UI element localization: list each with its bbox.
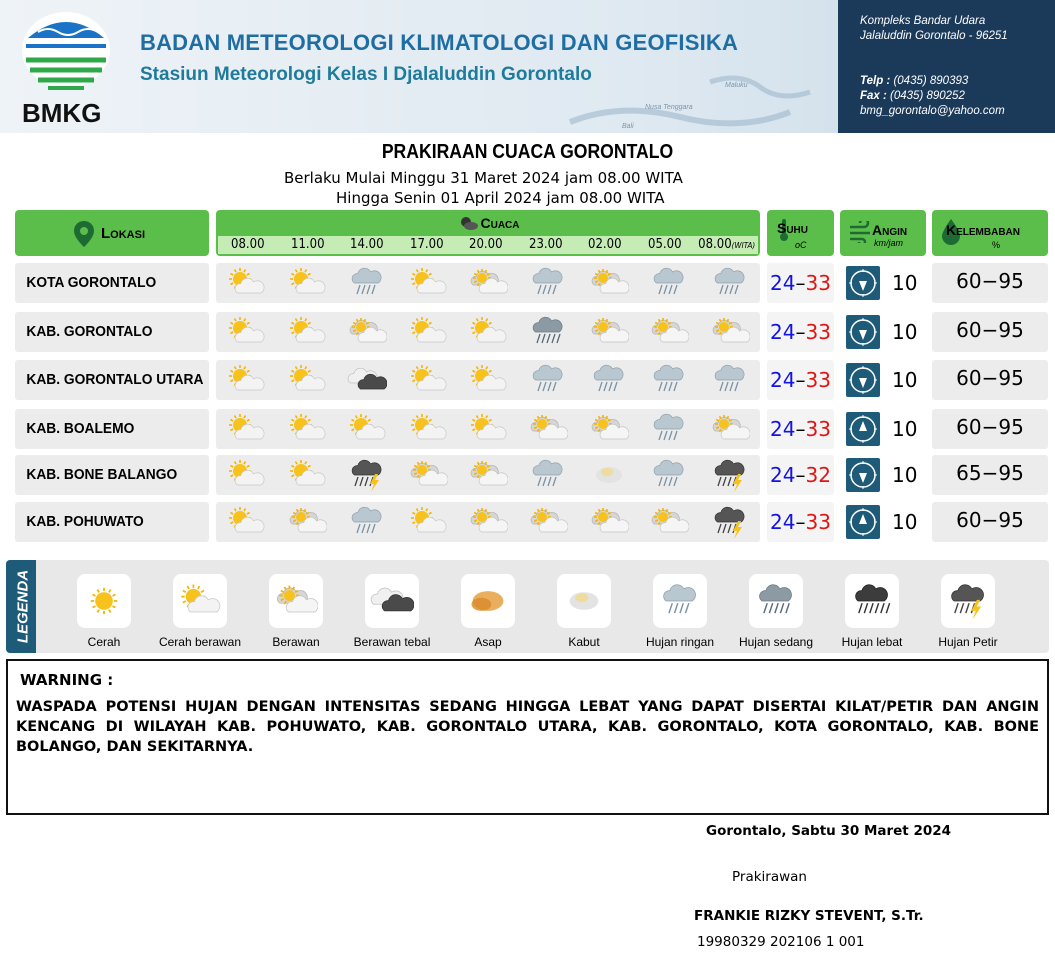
row-humidity-cell [932,312,1048,352]
cerah-berawan-icon [397,505,457,539]
row-weather-cell [216,409,760,449]
legend-item-cerah-berawan [152,574,248,649]
cerah-berawan-icon [173,574,227,628]
temp-max: 33 [805,510,831,534]
row-temperature-cell [767,502,834,542]
berawan-icon [639,315,699,349]
sun-cloud-icon [457,215,479,231]
temp-max: 33 [805,417,831,441]
time-value: 14.00 [350,237,384,252]
humidity-range: 65−95 [956,461,1024,485]
header-suhu-label: Suhu [777,220,809,236]
row-location-cell [15,455,209,495]
berawan-icon [579,315,639,349]
temp-max: 33 [805,368,831,392]
hujan-ringan-icon [639,266,699,300]
weather-icons [216,263,760,303]
hujan-petir-icon [700,458,760,492]
hujan-ringan-icon [653,574,707,628]
time-suffix: (WITA) [731,241,755,250]
hujan-ringan-icon [337,266,397,300]
header-suhu [767,210,834,256]
row-wind-cell [840,263,926,303]
legend-item-kabut [536,574,632,649]
time-value: 23.00 [528,237,563,252]
berawan-icon [276,505,336,539]
berawan-icon [269,574,323,628]
legend-label: Hujan sedang [738,635,814,649]
weather-icons [216,409,760,449]
row-weather-cell [216,312,760,352]
temp-dash: – [795,368,806,392]
hujan-ringan-icon [518,266,578,300]
row-temperature-cell [767,360,834,400]
berawan-tebal-icon [365,574,419,628]
location-name: KAB. GORONTALO [26,324,153,340]
email-text: bmg_gorontalo@yahoo.com [860,105,1005,117]
header-kelembaban-unit: % [992,240,1001,250]
time-value: 17.00 [409,237,444,252]
cerah-berawan-icon [216,363,276,397]
header-kelembaban-label: Kelembaban [946,222,1020,238]
cerah-berawan-icon [397,266,457,300]
org-subtitle: Stasiun Meteorologi Kelas I Djalaluddin Gorontalo [140,64,592,85]
temp-max: 33 [805,320,831,344]
wind-speed: 10 [892,463,918,487]
legend-tag-text: LEGENDA [14,569,32,644]
cerah-berawan-icon [276,363,336,397]
time-label [459,236,513,254]
logo-text: BMKG [22,98,102,128]
berawan-icon [397,458,457,492]
temp-min: 24 [770,417,796,441]
weather-icons [216,312,760,352]
time-label [698,236,755,254]
time-value: 08.00 [231,237,265,252]
legend-item-cerah [56,574,152,649]
wind-icon [848,221,874,243]
cerah-berawan-icon [216,505,276,539]
row-location-cell [15,312,209,352]
hujan-ringan-icon [518,363,578,397]
row-temperature-cell [767,455,834,495]
cerah-berawan-icon [458,315,518,349]
address-line-2: Jalaluddin Gorontalo - 96251 [860,30,1008,42]
cerah-berawan-icon [216,315,276,349]
time-label [400,236,454,254]
time-label [221,236,275,254]
hujan-sedang-icon [518,315,578,349]
legend-label: Cerah berawan [158,635,242,649]
temp-min: 24 [770,320,796,344]
time-value: 08.00 [697,237,732,252]
forecaster-nip: 19980329 202106 1 001 [697,934,865,950]
humidity-range: 60−95 [956,415,1024,439]
berawan-icon [700,412,760,446]
address-line-1: Kompleks Bandar Udara [860,15,986,27]
location-name: KAB. BOALEMO [26,421,135,437]
hujan-petir-icon [700,505,760,539]
row-wind-cell [840,502,926,542]
legend-item-asap [440,574,536,649]
humidity-range: 60−95 [956,269,1024,293]
location-pin-icon [73,220,95,248]
place-date: Gorontalo, Sabtu 30 Maret 2024 [706,823,952,839]
legend-item-hujan-lebat [824,574,920,649]
indonesia-map-graphic [560,62,830,132]
time-value: 11.00 [290,237,325,252]
legend-item-berawan-tebal [344,574,440,649]
fax-label: Fax : [860,90,887,102]
cerah-berawan-icon [216,412,276,446]
row-wind-cell [840,312,926,352]
berawan-icon [337,315,397,349]
berawan-icon [579,412,639,446]
header-angin-label: Angin [872,222,908,238]
time-label [578,236,632,254]
header-lokasi-label: Lokasi [101,225,145,242]
cerah-berawan-icon [337,412,397,446]
weather-icons [216,360,760,400]
row-location-cell [15,360,209,400]
row-temperature-cell [767,263,834,303]
time-value: 02.00 [588,237,622,252]
compass-north-icon [846,412,880,446]
warning-box [6,659,1049,815]
compass-north-icon [846,505,880,539]
legend-item-hujan-sedang [728,574,824,649]
wind-speed: 10 [892,368,918,392]
contact-panel [838,0,1055,133]
row-humidity-cell [932,502,1048,542]
hujan-ringan-icon [518,458,578,492]
header-cuaca-text: Cuaca [480,215,520,231]
legend-label: Hujan ringan [645,635,715,649]
legend-item-berawan [248,574,344,649]
berawan-icon [458,266,518,300]
row-temperature-cell [767,312,834,352]
row-humidity-cell [932,455,1048,495]
cerah-berawan-icon [458,412,518,446]
header-cuaca [216,210,760,256]
temp-min: 24 [770,510,796,534]
berawan-icon [518,412,578,446]
time-label [340,236,394,254]
time-value: 05.00 [648,237,682,252]
telp-line [860,74,1055,89]
hujan-ringan-icon [639,363,699,397]
legend-label: Asap [474,635,502,649]
temp-min: 24 [770,463,796,487]
hujan-sedang-icon [749,574,803,628]
header-suhu-unit: oC [795,240,807,250]
berawan-icon [458,505,518,539]
location-name: KAB. BONE BALANGO [26,467,178,483]
cerah-berawan-icon [276,266,336,300]
temp-dash: – [795,271,806,295]
legend-label: Berawan tebal [353,635,431,649]
legend-label: Hujan Petir [938,635,998,649]
hujan-ringan-icon [337,505,397,539]
temp-dash: – [795,463,806,487]
hujan-ringan-icon [639,458,699,492]
warning-title: WARNING : [20,671,114,689]
forecaster-name: FRANKIE RIZKY STEVENT, S.Tr. [694,908,924,924]
wind-speed: 10 [892,510,918,534]
kabut-icon [557,574,611,628]
legend-label: Cerah [87,635,121,649]
valid-to-text: Hingga Senin 01 April 2024 jam 08.00 WITA [336,189,665,207]
fax-value: (0435) 890252 [886,90,965,102]
telp-label: Telp : [860,75,891,87]
legend-items [56,574,1029,649]
berawan-icon [518,505,578,539]
temp-max: 32 [805,463,831,487]
time-band [218,236,758,254]
time-value: 20.00 [469,237,503,252]
temp-min: 24 [770,271,796,295]
cerah-berawan-icon [397,315,457,349]
forecaster-role: Prakirawan [732,869,807,885]
row-weather-cell [216,502,760,542]
cerah-berawan-icon [276,458,336,492]
cerah-berawan-icon [458,363,518,397]
row-location-cell [15,409,209,449]
compass-south-icon [846,266,880,300]
weather-icons [216,502,760,542]
berawan-icon [639,505,699,539]
warning-text: WASPADA POTENSI HUJAN DENGAN INTENSITAS SEDANG HINGGA LEBAT YANG DAPAT DISERTAI KILAT/PETIR DAN ANGIN KENCANG DI WILAYAH KAB. POHUWATO, KAB. GORONTALO UTARA, KAB. GORONTALO, KOTA GORONTALO, KAB. BONE BOLANGO, DAN SEKITARNYA. [16,699,1039,755]
row-humidity-cell [932,409,1048,449]
compass-south-icon [846,363,880,397]
row-location-cell [15,263,209,303]
hujan-petir-icon [941,574,995,628]
location-name: KOTA GORONTALO [26,275,157,291]
map-label-bali: Bali [622,123,634,130]
kabut-icon [579,458,639,492]
row-location-cell [15,502,209,542]
temp-dash: – [795,320,806,344]
wind-speed: 10 [892,320,918,344]
header-cuaca-label [216,215,760,231]
telp-value: (0435) 890393 [890,75,969,87]
header [0,0,1055,133]
row-humidity-cell [932,263,1048,303]
berawan-icon [579,505,639,539]
row-wind-cell [840,455,926,495]
temp-max: 33 [805,271,831,295]
hujan-ringan-icon [700,266,760,300]
time-label [281,236,335,254]
cerah-berawan-icon [397,363,457,397]
cerah-berawan-icon [216,266,276,300]
temp-min: 24 [770,368,796,392]
wind-speed: 10 [892,417,918,441]
compass-south-icon [846,315,880,349]
humidity-range: 60−95 [956,508,1024,532]
header-angin [840,210,926,256]
location-name: KAB. GORONTALO UTARA [26,372,204,388]
location-name: KAB. POHUWATO [26,514,144,530]
cerah-berawan-icon [276,412,336,446]
legend-label: Kabut [568,635,600,649]
hujan-ringan-icon [579,363,639,397]
cerah-berawan-icon [216,458,276,492]
weather-icons [216,455,760,495]
humidity-range: 60−95 [956,318,1024,342]
row-weather-cell [216,263,760,303]
valid-from-text: Berlaku Mulai Minggu 31 Maret 2024 jam 08.00 WITA [284,169,683,187]
time-label [519,236,573,254]
row-weather-cell [216,455,760,495]
hujan-ringan-icon [639,412,699,446]
hujan-ringan-icon [700,363,760,397]
time-label [638,236,692,254]
row-weather-cell [216,360,760,400]
org-title: BADAN METEOROLOGI KLIMATOLOGI DAN GEOFISIKA [140,30,739,55]
row-wind-cell [840,409,926,449]
legend [6,560,1049,653]
map-label-maluku: Maluku [725,82,748,89]
row-wind-cell [840,360,926,400]
legend-item-hujan-ringan [632,574,728,649]
hujan-petir-icon [337,458,397,492]
berawan-icon [700,315,760,349]
temp-dash: – [795,510,806,534]
legend-tag [6,560,36,653]
legend-label: Hujan lebat [841,635,903,649]
map-label-nusa-tenggara: Nusa Tenggara [645,104,693,111]
humidity-range: 60−95 [956,366,1024,390]
berawan-icon [458,458,518,492]
berawan-tebal-icon [337,363,397,397]
cerah-berawan-icon [276,315,336,349]
header-angin-unit: km/jam [874,238,903,248]
page-title: PRAKIRAAN CUACA GORONTALO [381,141,674,163]
wind-speed: 10 [892,271,918,295]
cerah-berawan-icon [397,412,457,446]
asap-icon [461,574,515,628]
cerah-icon [77,574,131,628]
legend-item-hujan-petir [920,574,1016,649]
hujan-lebat-icon [845,574,899,628]
temp-dash: – [795,417,806,441]
row-temperature-cell [767,409,834,449]
header-lokasi [15,210,209,256]
fax-line [860,89,1055,104]
row-humidity-cell [932,360,1048,400]
compass-south-icon [846,458,880,492]
berawan-icon [579,266,639,300]
legend-label: Berawan [272,635,320,649]
header-kelembaban [932,210,1048,256]
